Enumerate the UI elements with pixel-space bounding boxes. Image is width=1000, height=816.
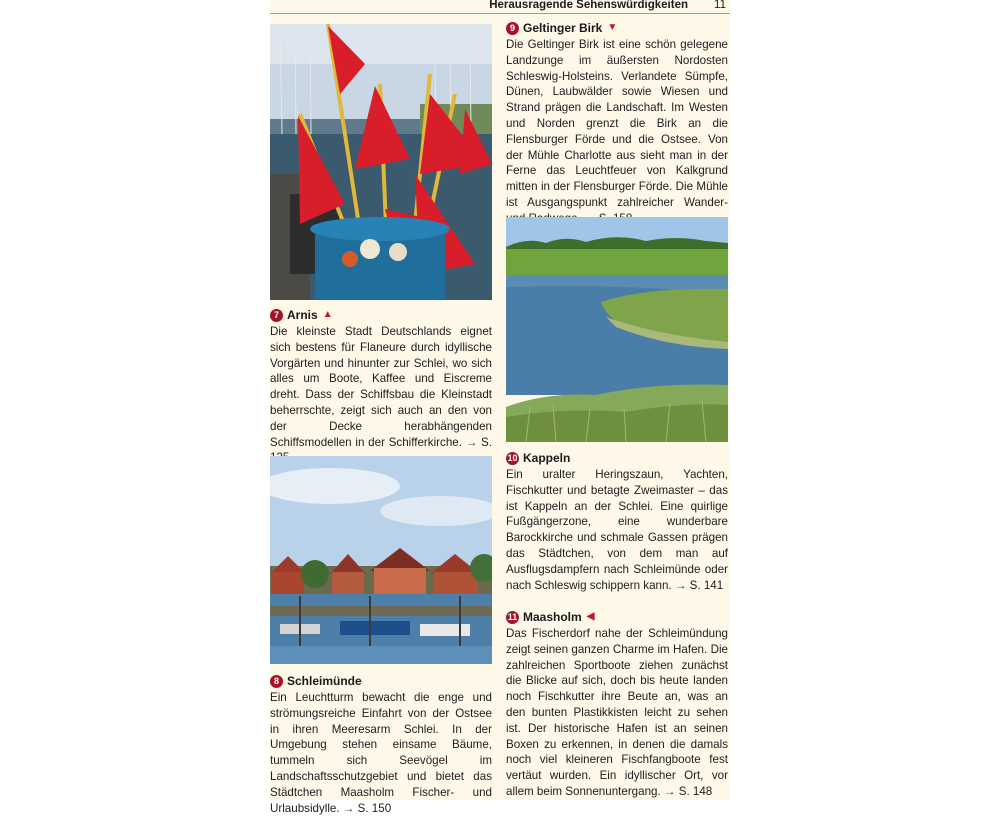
running-head [270,0,730,14]
entry-header [270,307,492,323]
book-page [270,0,730,815]
entry-text: Das Fischerdorf nahe der Schleimündung zeigt seinen ganzen Charme im Hafen. Die zahlreichen Sportboote ziehen zunächst die Blicke auf sich, doch bis heute landen noch Fischkutter ihre Beute an, was an den bunten Plastikkisten leicht zu sehen ist. Der historische Hafen ist an seinen Boxen zu erkennen, in denen die damals noch viel kleineren Fischfangboote fest vertäut wurden. Ein idyllischer Ort, vor allem beim Sonnenuntergang. → S. 148 [506,627,728,798]
entry-number-badge: 11 [507,611,518,622]
triangle-left-icon: ◀ [586,611,595,622]
entry-number-badge: 10 [507,452,518,463]
entry-header [270,673,492,689]
entry-title: Kappeln [523,451,571,465]
entry-arnis [270,307,492,466]
entry-header [506,20,728,36]
entry-text: Ein uralter Heringszaun, Yachten, Fischkutter und betagte Zweimaster – das ist Kappeln an der Schlei. Eine quirlige Fußgängerzone, eine wunderbare Barockkirche und schmale Gassen prägen das Städtchen, von dem man auf Ausflugsdampfern nach Schleimünde oder nach Schleswig schippern kann. → S. 141 [506,468,728,592]
entry-text: Ein Leuchtturm bewacht die enge und strömungsreiche Einfahrt von der Ostsee in ihren Meeresarm Schlei. In der Umgebung stehen einsame Bäume, tummeln sich Seevögel im Landschaftsschutzgebiet und bietet das Städtchen Maasholm Fischer- und Urlaubsidylle. → S. 150 [270,691,492,815]
photo-harbor-graphic [270,456,492,664]
entry-header [506,450,728,466]
entry-header [506,609,728,625]
page-number: 11 [714,0,726,11]
entry-number-badge: 8 [270,675,283,688]
photo-harbor [270,456,492,664]
entry-maasholm [506,609,728,800]
entry-text: Die kleinste Stadt Deutschlands eignet sich bestens für Flaneure durch idyllische Vorgärten und hinunter zur Schlei, wo sich alles um Boote, Kaffee und Eiscreme dreht. Dass der Schiffsbau die Kleinstadt beherrschte, zeigt sich auch an den von der Decke herabhängenden Schiffsmodellen in der Schifferkirche. → S. [270,325,492,449]
photo-lagoon [506,217,728,442]
photo-flags [270,24,492,300]
entry-title: Arnis [287,308,318,322]
entry-kappeln [506,450,728,593]
running-head-title: Herausragende Sehenswürdigkeiten [489,0,688,11]
entry-title: Schleimünde [287,674,362,688]
photo-lagoon-graphic [506,217,728,442]
entry-number-badge: 9 [506,22,519,35]
entry-geltinger-birk [506,20,728,227]
entry-text: Die Geltinger Birk ist eine schön gelegene Landzunge im äußersten Nordosten Schleswig-Holsteins. Verlandete Sümpfe, Dünen, Laubwälder sowie Wiesen und Strand prägen die Landschaft. Im Westen und Norden grenzt die Birk an die Flensburger Förde und die Ostsee. Von der Mühle Charlotte aus sieht man in der Ferne das Leuchtfeuer von Kalkgrund mitten in der Flensburger Förde. Die Mühle ist Ausgangspunkt zahlreicher Wander- [506,38,728,209]
triangle-up-icon: ▲ [322,309,333,320]
photo-flags-graphic [270,24,492,300]
entry-schleimuende [270,673,492,816]
triangle-down-icon: ▼ [607,22,618,33]
entry-number-badge: 7 [270,309,283,322]
entry-title: Geltinger Birk [523,21,603,35]
entry-title: Maasholm [523,610,582,624]
